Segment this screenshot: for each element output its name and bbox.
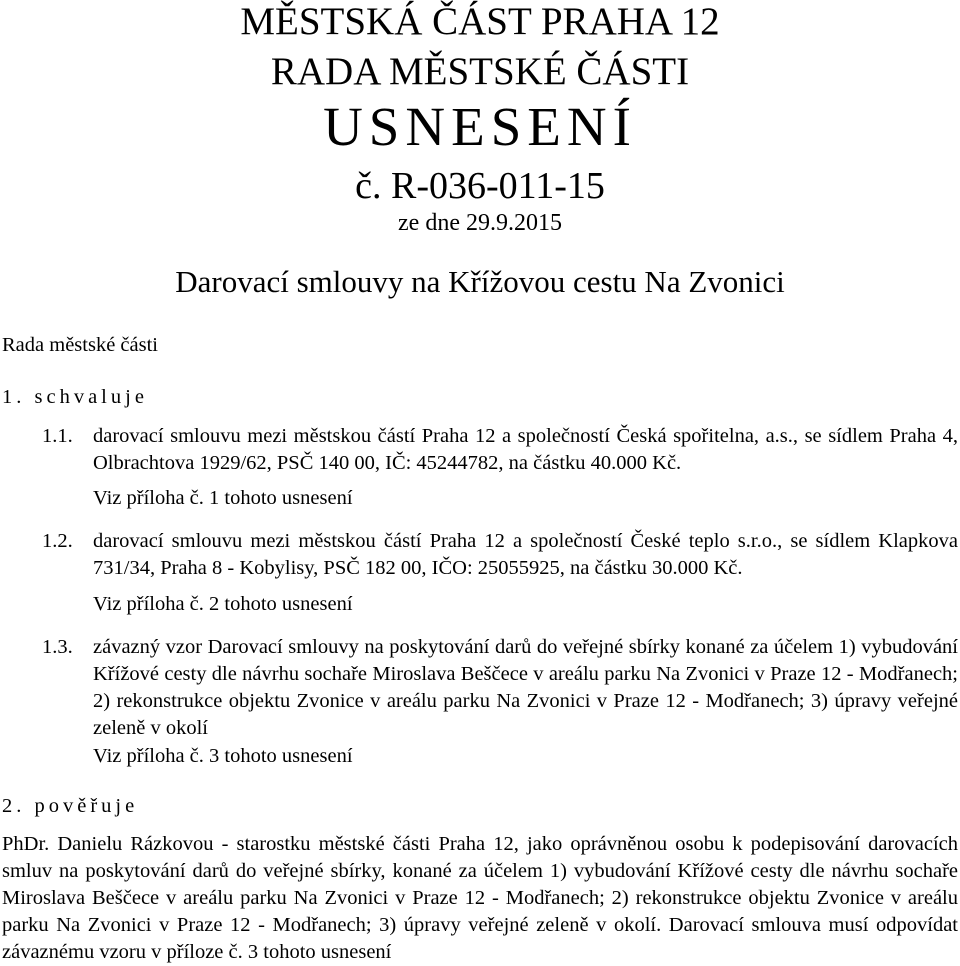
- item-number: 1.1.: [42, 425, 73, 447]
- section-heading-approves: 1. schvaluje: [2, 386, 148, 408]
- item-number: 1.3.: [42, 636, 73, 658]
- resolution-item: [42, 423, 958, 477]
- resolution-date: ze dne 29.9.2015: [398, 210, 562, 236]
- attachment-reference: Viz příloha č. 2 tohoto usnesení: [93, 593, 353, 615]
- authorization-text: PhDr. Danielu Rázkovou - starostku městské části Praha 12, jako oprávněnou osobu k podepisování darovacích smluv na poskytování darů do veřejné sbírky, konané za účelem 1) vybudování Křížové cesty dle návrhu sochaře Miroslava Beščece v areálu parku Na Zvonici v Praze 12 - Modřanech; 2) rekonstrukce objektu Zvonice v areálu parku Na Zvonici v Praze 12 - Modřanech; 3) úpravy veřejné zeleně v okolí. Darovací smlouva musí odpovídat závaznému vzoru v příloze č. 3 tohoto usnesení: [2, 833, 958, 963]
- council-name: RADA MĚSTSKÉ ČÁSTI: [270, 50, 690, 93]
- item-number: 1.2.: [42, 530, 73, 552]
- document-type: USNESENÍ: [323, 96, 637, 157]
- office-name: MĚSTSKÁ ČÁST PRAHA 12: [240, 0, 720, 43]
- item-text: závazný vzor Darovací smlouvy na poskytování darů do veřejné sbírky konané za účelem 1) vybudování Křížové cesty dle návrhu sochaře Miroslava Beščece v areálu parku Na Zvonici v Praze 12 - Modřanech; 2) rekonstrukce objektu Zvonice v areálu parku Na Zvonici v Praze 12 - Modřanech; 3) úpravy veřejné zeleně v okolí: [93, 636, 958, 739]
- section-heading-authorizes: 2. pověřuje: [2, 795, 139, 817]
- resolution-item: [42, 528, 958, 582]
- resolution-subject: Darovací smlouvy na Křížovou cestu Na Zvonici: [175, 264, 785, 299]
- attachment-reference: Viz příloha č. 3 tohoto usnesení: [93, 745, 353, 767]
- council-label: Rada městské části: [2, 334, 158, 356]
- resolution-number: č. R-036-011-15: [355, 165, 605, 207]
- attachment-reference: Viz příloha č. 1 tohoto usnesení: [93, 487, 353, 509]
- resolution-item: [42, 634, 958, 742]
- item-text: darovací smlouvu mezi městskou částí Praha 12 a společností Česká spořitelna, a.s., se sídlem Praha 4, Olbrachtova 1929/62, PSČ 140 00, IČ: 45244782, na částku 40.000 Kč.: [93, 425, 958, 474]
- item-text: darovací smlouvu mezi městskou částí Praha 12 a společností České teplo s.r.o., se sídlem Klapkova 731/34, Praha 8 - Kobylisy, PSČ 182 00, IČO: 25055925, na částku 30.000 Kč.: [93, 530, 958, 579]
